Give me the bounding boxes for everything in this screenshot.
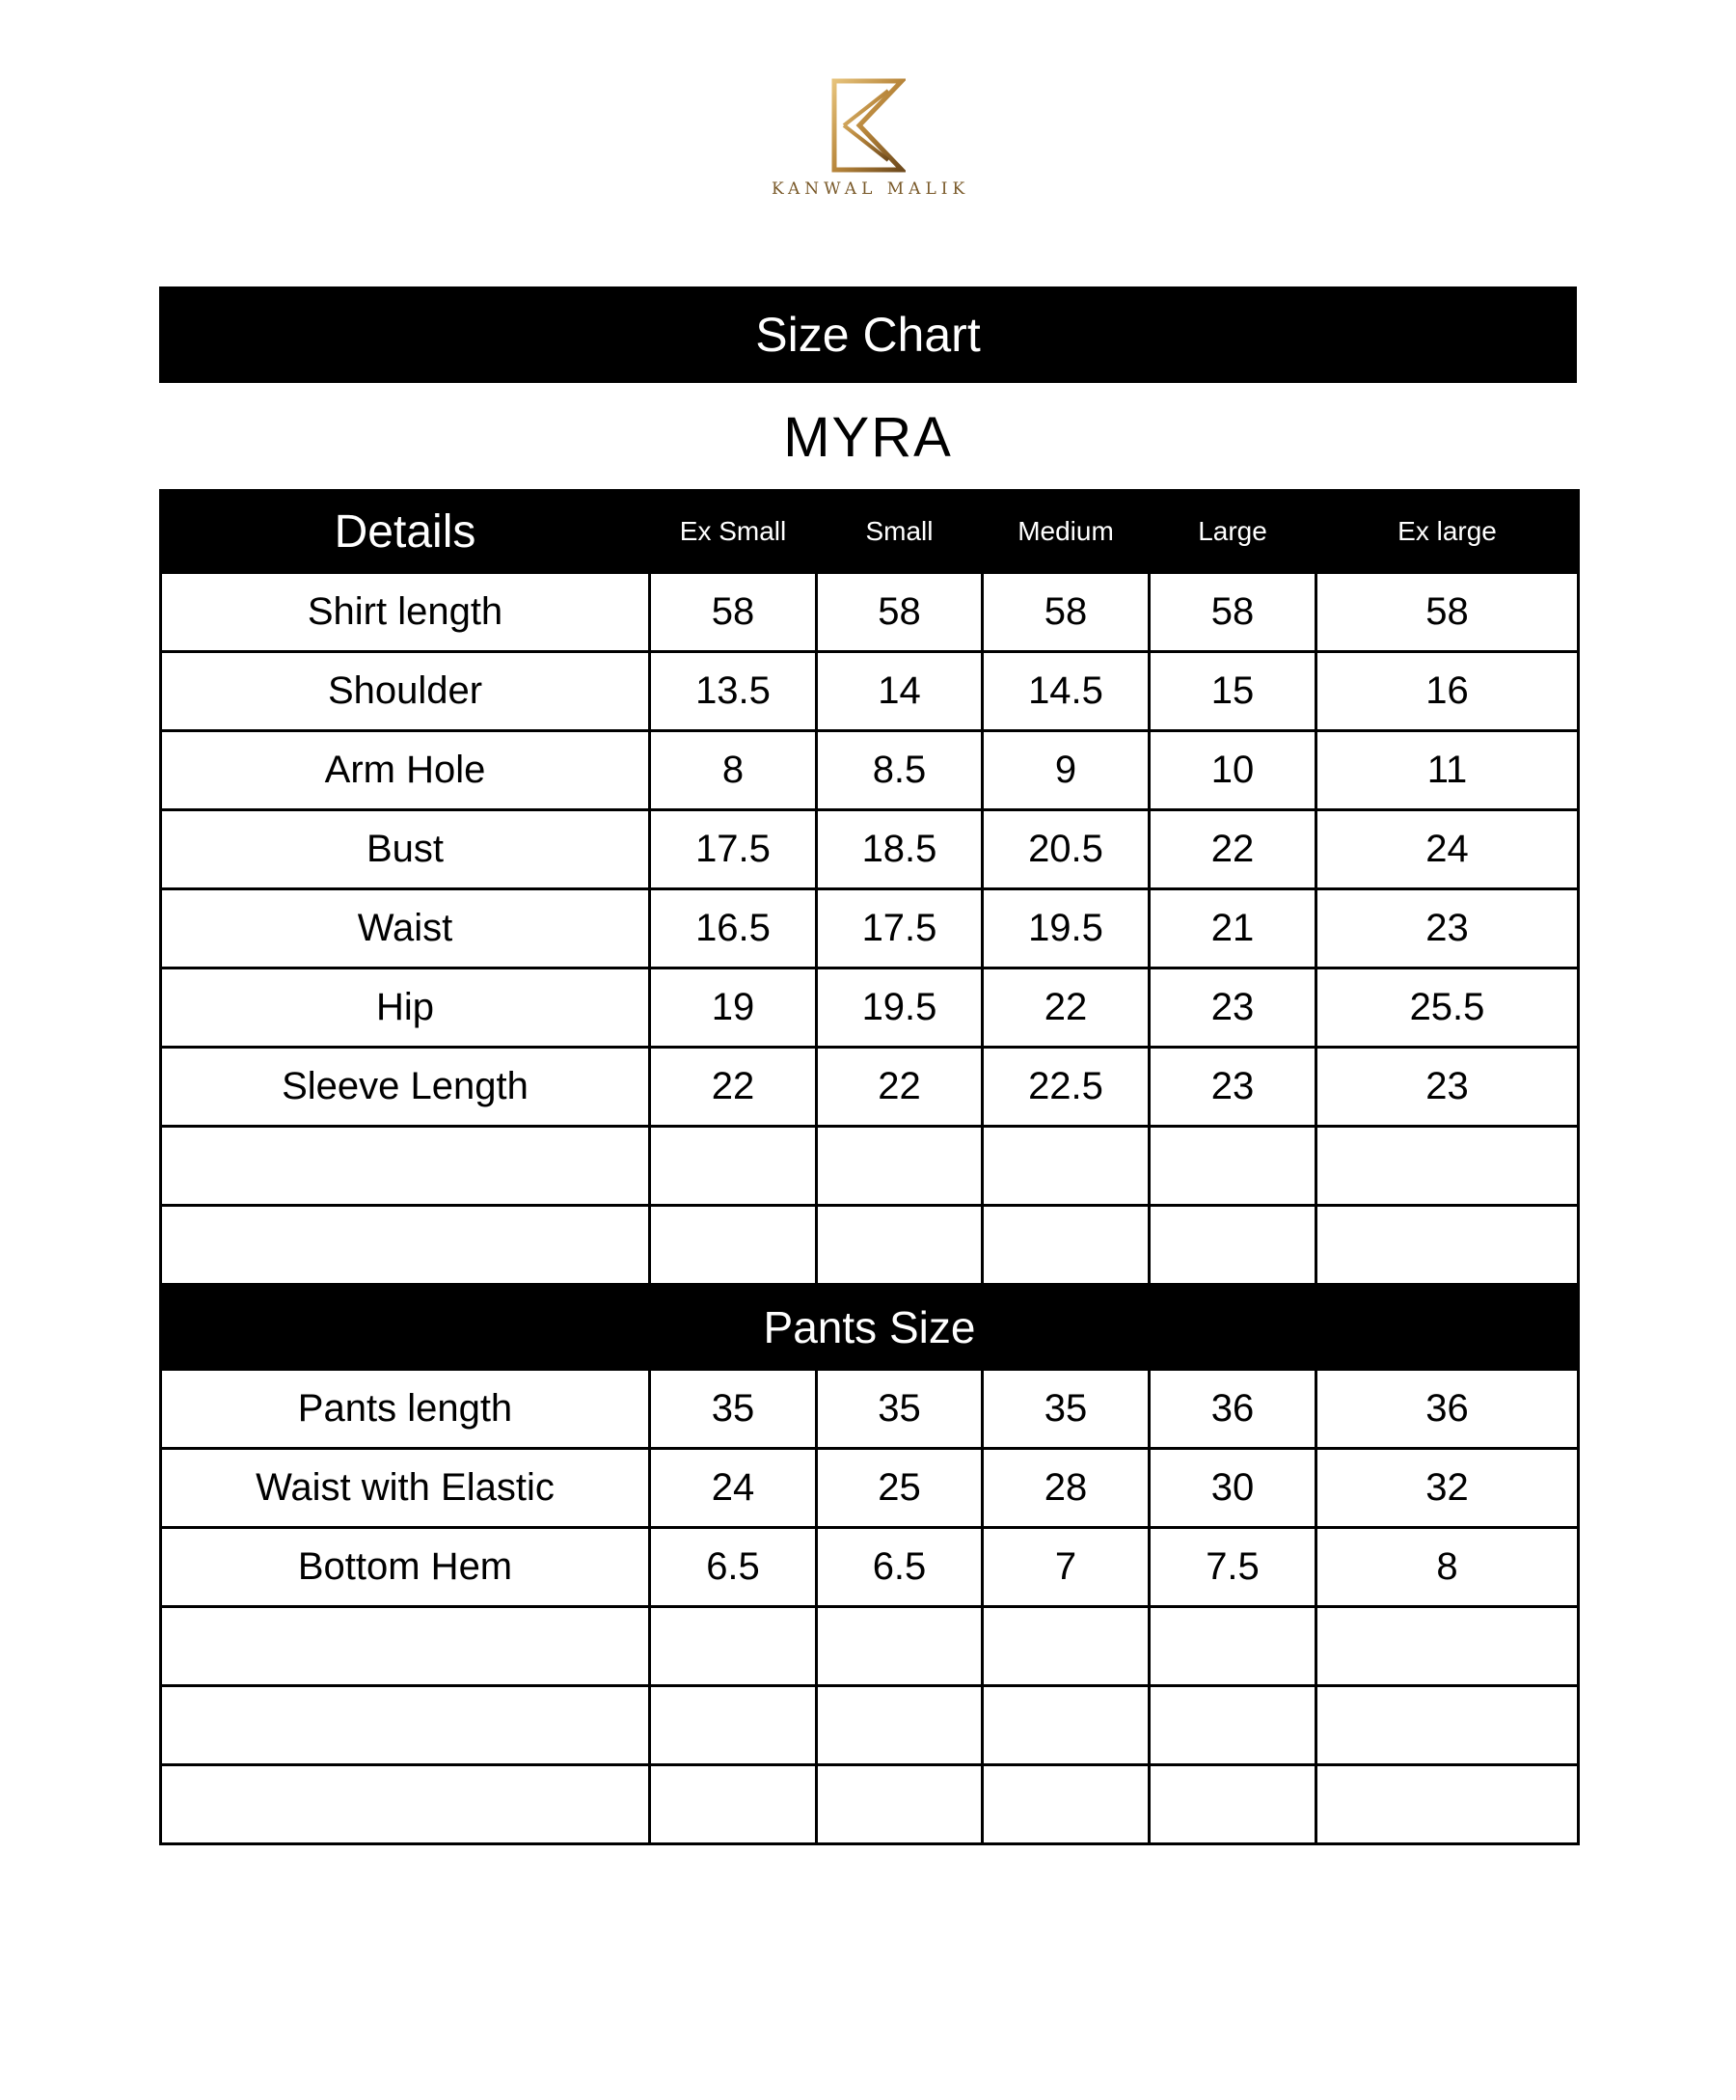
empty-cell bbox=[1316, 1686, 1579, 1765]
empty-cell bbox=[1150, 1607, 1316, 1686]
empty-cell bbox=[650, 1206, 817, 1285]
measurement-value: 30 bbox=[1150, 1449, 1316, 1528]
empty-cell bbox=[650, 1765, 817, 1844]
measurement-value: 14.5 bbox=[983, 652, 1150, 731]
empty-cell bbox=[161, 1765, 650, 1844]
measurement-value: 19.5 bbox=[983, 889, 1150, 968]
measurement-value: 28 bbox=[983, 1449, 1150, 1528]
table-row bbox=[161, 889, 1579, 968]
measurement-label: Arm Hole bbox=[161, 731, 650, 810]
empty-cell bbox=[650, 1686, 817, 1765]
measurement-value: 17.5 bbox=[817, 889, 983, 968]
measurement-value: 8 bbox=[1316, 1528, 1579, 1607]
size-header: Large bbox=[1150, 491, 1316, 573]
empty-cell bbox=[1316, 1206, 1579, 1285]
measurement-value: 36 bbox=[1316, 1370, 1579, 1449]
measurement-label: Pants length bbox=[161, 1370, 650, 1449]
measurement-label: Waist with Elastic bbox=[161, 1449, 650, 1528]
table-header-row bbox=[161, 491, 1579, 573]
empty-cell bbox=[1316, 1765, 1579, 1844]
measurement-value: 32 bbox=[1316, 1449, 1579, 1528]
table-row bbox=[161, 731, 1579, 810]
empty-cell bbox=[817, 1686, 983, 1765]
measurement-value: 7 bbox=[983, 1528, 1150, 1607]
empty-row bbox=[161, 1686, 1579, 1765]
measurement-value: 6.5 bbox=[650, 1528, 817, 1607]
empty-cell bbox=[983, 1607, 1150, 1686]
pants-section-row bbox=[161, 1285, 1579, 1370]
measurement-value: 58 bbox=[983, 573, 1150, 652]
measurement-value: 22 bbox=[983, 968, 1150, 1048]
measurement-value: 58 bbox=[650, 573, 817, 652]
empty-cell bbox=[161, 1607, 650, 1686]
measurement-value: 35 bbox=[983, 1370, 1150, 1449]
measurement-value: 18.5 bbox=[817, 810, 983, 889]
size-header: Small bbox=[817, 491, 983, 573]
measurement-label: Sleeve Length bbox=[161, 1048, 650, 1127]
measurement-value: 6.5 bbox=[817, 1528, 983, 1607]
measurement-value: 20.5 bbox=[983, 810, 1150, 889]
table-row bbox=[161, 810, 1579, 889]
measurement-label: Shirt length bbox=[161, 573, 650, 652]
size-header: Medium bbox=[983, 491, 1150, 573]
measurement-value: 9 bbox=[983, 731, 1150, 810]
measurement-value: 23 bbox=[1150, 968, 1316, 1048]
measurement-value: 13.5 bbox=[650, 652, 817, 731]
size-chart-title: Size Chart bbox=[159, 286, 1577, 383]
empty-cell bbox=[1150, 1765, 1316, 1844]
details-header: Details bbox=[161, 491, 650, 573]
measurement-value: 21 bbox=[1150, 889, 1316, 968]
measurement-value: 23 bbox=[1316, 889, 1579, 968]
measurement-value: 22 bbox=[650, 1048, 817, 1127]
empty-cell bbox=[983, 1206, 1150, 1285]
measurement-label: Waist bbox=[161, 889, 650, 968]
empty-cell bbox=[650, 1127, 817, 1206]
measurement-value: 58 bbox=[1150, 573, 1316, 652]
table-row bbox=[161, 1528, 1579, 1607]
table-row bbox=[161, 968, 1579, 1048]
empty-cell bbox=[817, 1607, 983, 1686]
measurement-value: 8 bbox=[650, 731, 817, 810]
empty-cell bbox=[1150, 1686, 1316, 1765]
measurement-label: Shoulder bbox=[161, 652, 650, 731]
measurement-label: Hip bbox=[161, 968, 650, 1048]
measurement-value: 25 bbox=[817, 1449, 983, 1528]
empty-cell bbox=[650, 1607, 817, 1686]
size-table bbox=[159, 489, 1580, 1845]
measurement-label: Bottom Hem bbox=[161, 1528, 650, 1607]
measurement-value: 22 bbox=[1150, 810, 1316, 889]
measurement-value: 35 bbox=[817, 1370, 983, 1449]
empty-cell bbox=[161, 1206, 650, 1285]
measurement-value: 16 bbox=[1316, 652, 1579, 731]
empty-cell bbox=[1316, 1127, 1579, 1206]
measurement-value: 23 bbox=[1150, 1048, 1316, 1127]
empty-cell bbox=[817, 1206, 983, 1285]
measurement-value: 58 bbox=[817, 573, 983, 652]
empty-cell bbox=[983, 1765, 1150, 1844]
empty-row bbox=[161, 1765, 1579, 1844]
measurement-value: 7.5 bbox=[1150, 1528, 1316, 1607]
size-header: Ex Small bbox=[650, 491, 817, 573]
measurement-label: Bust bbox=[161, 810, 650, 889]
table-row bbox=[161, 1449, 1579, 1528]
measurement-value: 16.5 bbox=[650, 889, 817, 968]
measurement-value: 8.5 bbox=[817, 731, 983, 810]
empty-cell bbox=[1150, 1206, 1316, 1285]
measurement-value: 35 bbox=[650, 1370, 817, 1449]
measurement-value: 25.5 bbox=[1316, 968, 1579, 1048]
empty-cell bbox=[1150, 1127, 1316, 1206]
table-row bbox=[161, 1048, 1579, 1127]
pants-section-label: Pants Size bbox=[161, 1285, 1579, 1370]
empty-row bbox=[161, 1607, 1579, 1686]
measurement-value: 36 bbox=[1150, 1370, 1316, 1449]
empty-row bbox=[161, 1206, 1579, 1285]
empty-cell bbox=[983, 1127, 1150, 1206]
measurement-value: 17.5 bbox=[650, 810, 817, 889]
km-monogram-icon bbox=[830, 77, 906, 174]
measurement-value: 24 bbox=[1316, 810, 1579, 889]
measurement-value: 19 bbox=[650, 968, 817, 1048]
empty-cell bbox=[161, 1127, 650, 1206]
empty-cell bbox=[817, 1765, 983, 1844]
empty-cell bbox=[817, 1127, 983, 1206]
table-row bbox=[161, 1370, 1579, 1449]
empty-cell bbox=[1316, 1607, 1579, 1686]
measurement-value: 11 bbox=[1316, 731, 1579, 810]
measurement-value: 24 bbox=[650, 1449, 817, 1528]
measurement-value: 23 bbox=[1316, 1048, 1579, 1127]
empty-cell bbox=[983, 1686, 1150, 1765]
brand-logo bbox=[772, 77, 970, 207]
empty-row bbox=[161, 1127, 1579, 1206]
measurement-value: 22 bbox=[817, 1048, 983, 1127]
brand-name: KANWAL MALIK bbox=[772, 179, 970, 199]
size-header: Ex large bbox=[1316, 491, 1579, 573]
product-name: MYRA bbox=[783, 405, 953, 469]
table-row bbox=[161, 652, 1579, 731]
measurement-value: 15 bbox=[1150, 652, 1316, 731]
measurement-value: 19.5 bbox=[817, 968, 983, 1048]
empty-cell bbox=[161, 1686, 650, 1765]
measurement-value: 58 bbox=[1316, 573, 1579, 652]
table-row bbox=[161, 573, 1579, 652]
measurement-value: 14 bbox=[817, 652, 983, 731]
measurement-value: 10 bbox=[1150, 731, 1316, 810]
measurement-value: 22.5 bbox=[983, 1048, 1150, 1127]
